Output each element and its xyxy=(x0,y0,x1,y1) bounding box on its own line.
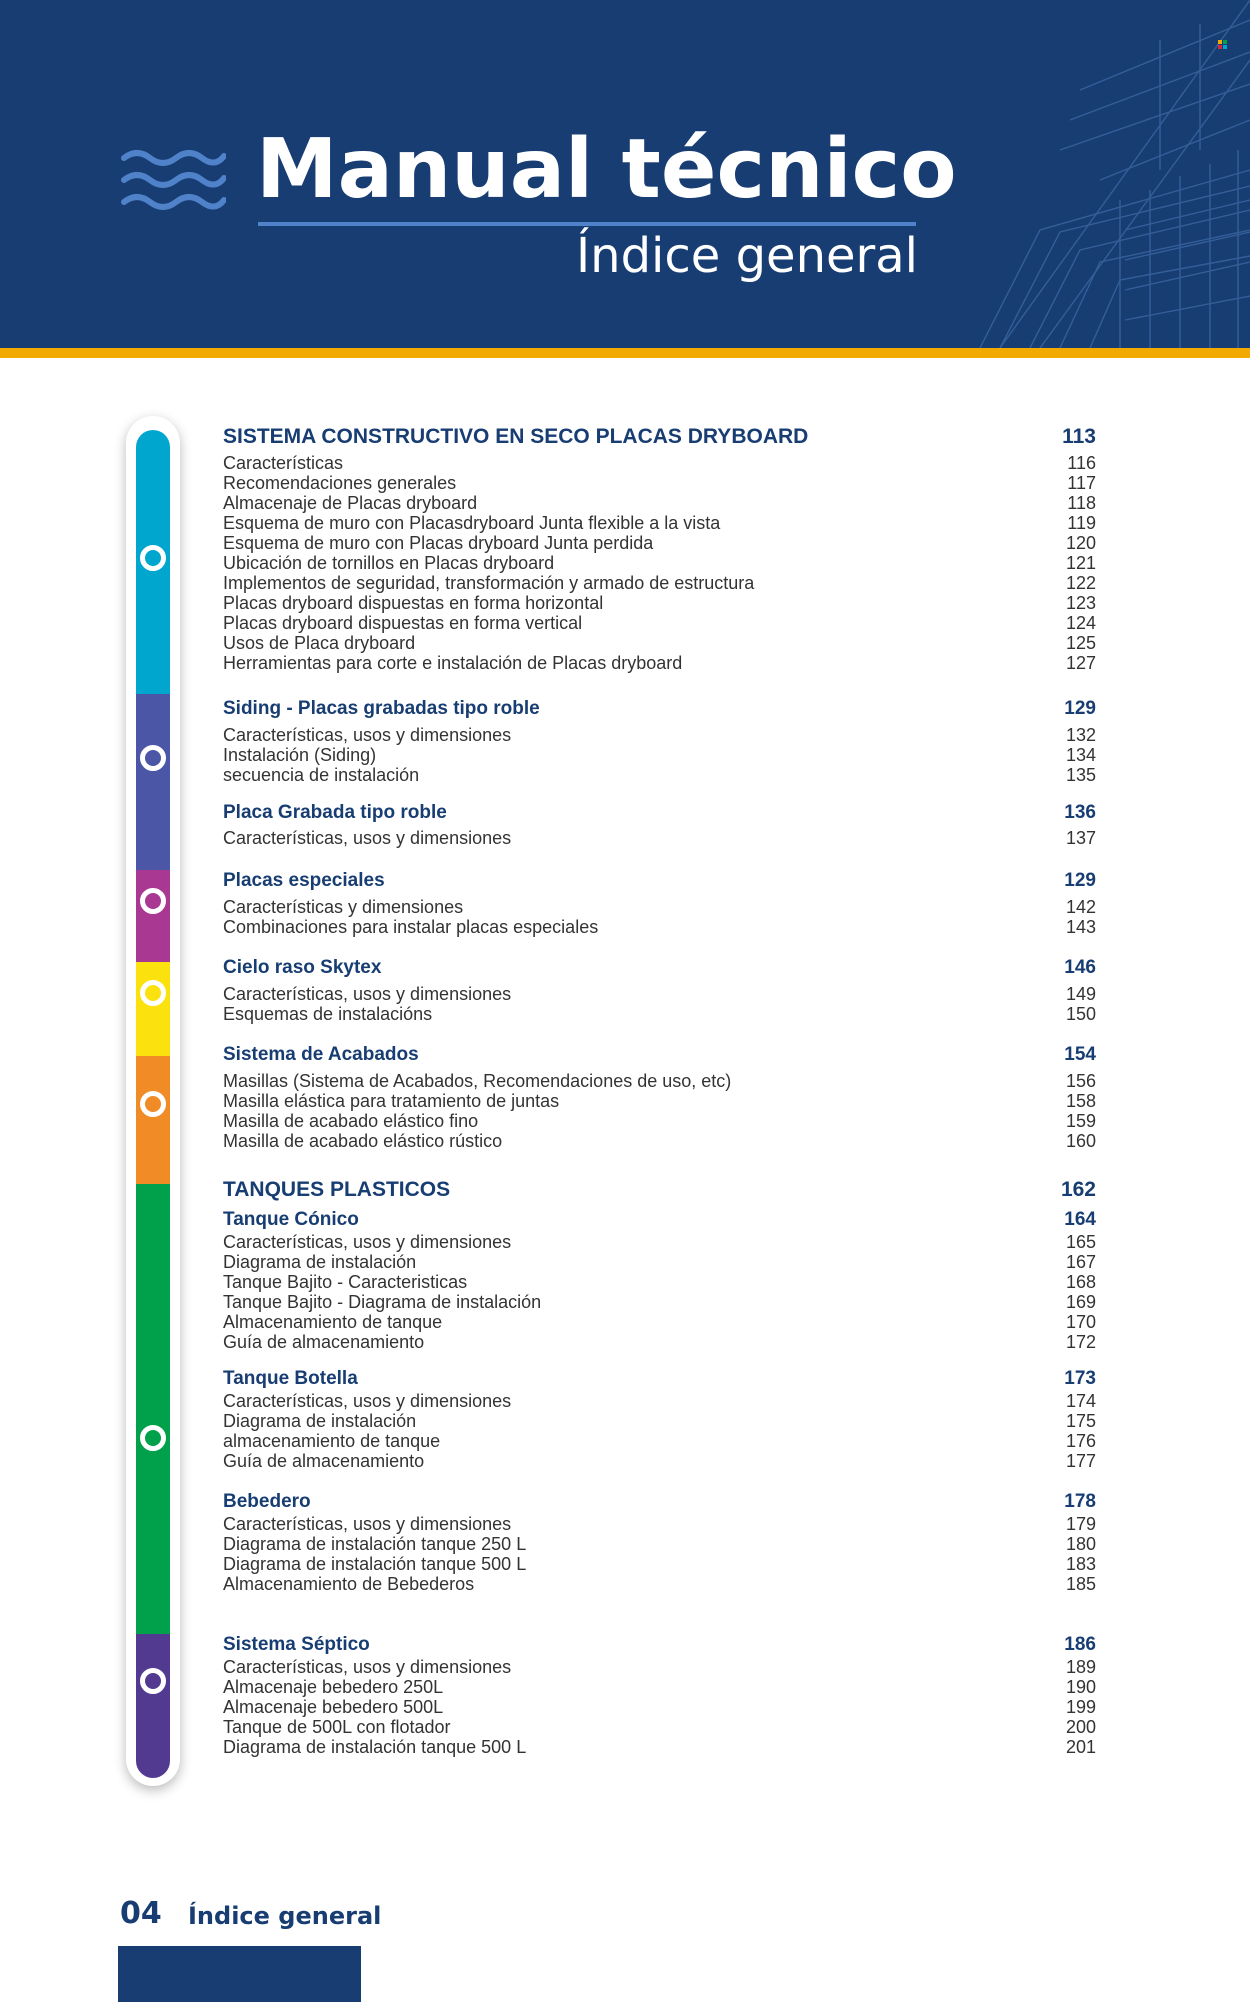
toc-entry-title: Tanque Cónico xyxy=(223,1209,359,1230)
toc-entry-title: Tanque Botella xyxy=(223,1368,358,1389)
toc-entry-page: 136 xyxy=(1064,802,1096,823)
toc-entry-page: 113 xyxy=(1062,425,1096,448)
toc-entry-title: Características xyxy=(223,453,344,473)
toc-entry-page: 175 xyxy=(1065,1411,1096,1431)
toc-section-heading[interactable] xyxy=(223,698,1096,720)
toc-entry-page: 150 xyxy=(1065,1004,1096,1024)
waves-logo-icon xyxy=(120,148,226,212)
toc-entry[interactable] xyxy=(223,1071,1096,1092)
toc-entry[interactable] xyxy=(223,553,1096,574)
footer-section-label: Índice general xyxy=(188,1902,382,1930)
toc-entry-page: 129 xyxy=(1064,870,1096,891)
toc-entry-title: Almacenaje bebedero 500L xyxy=(223,1697,444,1717)
footer-page-number: 04 xyxy=(120,1896,162,1931)
color-dots-icon xyxy=(1218,40,1228,50)
toc-entry[interactable] xyxy=(223,1292,1096,1313)
toc-entry[interactable] xyxy=(223,1657,1096,1678)
toc-entry[interactable] xyxy=(223,1091,1096,1112)
toc-entry-title: Siding - Placas grabadas tipo roble xyxy=(223,698,540,719)
toc-entry[interactable] xyxy=(223,653,1096,674)
section-marker-cielo-raso xyxy=(140,980,166,1006)
toc-entry-page: 169 xyxy=(1065,1292,1096,1312)
toc-entry-page: 201 xyxy=(1065,1737,1096,1757)
toc-entry-page: 122 xyxy=(1065,573,1096,593)
toc-entry-title: Masilla de acabado elástico fino xyxy=(223,1111,479,1131)
toc-entry-title: Características, usos y dimensiones xyxy=(223,1232,512,1252)
toc-entry-title: Características, usos y dimensiones xyxy=(223,1657,512,1677)
toc-entry-title: Diagrama de instalación tanque 500 L xyxy=(223,1554,527,1574)
toc-entry[interactable] xyxy=(223,1677,1096,1698)
toc-entry-page: 162 xyxy=(1060,1178,1096,1201)
toc-entry-page: 143 xyxy=(1065,917,1096,937)
page-title: Manual técnico xyxy=(256,122,957,217)
accent-stripe xyxy=(0,348,1250,358)
toc-entry-title: Placas dryboard dispuestas en forma vertical xyxy=(223,613,583,633)
toc-entry-title: Tanque Bajito - Diagrama de instalación xyxy=(223,1292,542,1312)
toc-entry[interactable] xyxy=(223,1697,1096,1718)
toc-entry[interactable] xyxy=(223,1111,1096,1132)
toc-entry-page: 180 xyxy=(1065,1534,1096,1554)
toc-entry[interactable] xyxy=(223,453,1096,474)
toc-entry-page: 176 xyxy=(1065,1431,1096,1451)
toc-entry[interactable] xyxy=(223,1737,1096,1758)
toc-entry-page: 120 xyxy=(1065,533,1096,553)
toc-section-heading[interactable] xyxy=(223,802,1096,824)
toc-entry-page: 116 xyxy=(1067,453,1096,473)
toc-entry-page: 190 xyxy=(1065,1677,1096,1697)
toc-entry[interactable] xyxy=(223,1131,1096,1152)
toc-entry-title: Placas especiales xyxy=(223,870,385,891)
toc-entry[interactable] xyxy=(223,1272,1096,1293)
toc-entry-title: Implementos de seguridad, transformación y armado de estructura xyxy=(223,573,755,593)
toc-section-heading[interactable] xyxy=(223,1634,1096,1656)
toc-section-heading[interactable] xyxy=(223,1491,1096,1513)
toc-entry-title: Características y dimensiones xyxy=(223,897,464,917)
toc-entry-title: Guía de almacenamiento xyxy=(223,1332,425,1352)
toc-entry-title: Ubicación de tornillos en Placas dryboard xyxy=(223,553,555,573)
toc-entry-page: 123 xyxy=(1065,593,1096,613)
toc-entry[interactable] xyxy=(223,1391,1096,1412)
toc-entry-page: 142 xyxy=(1065,897,1096,917)
toc-entry-page: 125 xyxy=(1065,633,1096,653)
toc-entry-title: Sistema de Acabados xyxy=(223,1044,419,1065)
toc-entry-title: Esquema de muro con Placas dryboard Junta perdida xyxy=(223,533,654,553)
toc-entry-page: 154 xyxy=(1064,1044,1096,1065)
toc-entry-title: Masilla de acabado elástico rústico xyxy=(223,1131,503,1151)
toc-section-heading[interactable] xyxy=(223,1368,1096,1390)
toc-entry[interactable] xyxy=(223,593,1096,614)
toc-entry-page: 160 xyxy=(1065,1131,1096,1151)
footer-block xyxy=(118,1946,361,2002)
toc-entry[interactable] xyxy=(223,1554,1096,1575)
toc-entry-title: Recomendaciones generales xyxy=(223,473,457,493)
toc-entry-page: 172 xyxy=(1065,1332,1096,1352)
section-marker-septico xyxy=(140,1668,166,1694)
toc-entry[interactable] xyxy=(223,1252,1096,1273)
toc-entry[interactable] xyxy=(223,897,1096,918)
toc-entry-title: Masillas (Sistema de Acabados, Recomendaciones de uso, etc) xyxy=(223,1071,732,1091)
toc-entry-page: 149 xyxy=(1065,984,1096,1004)
toc-section-heading[interactable] xyxy=(223,870,1096,892)
toc-entry-page: 146 xyxy=(1064,957,1096,978)
toc-entry[interactable] xyxy=(223,828,1096,849)
toc-entry[interactable] xyxy=(223,1451,1096,1472)
toc-entry[interactable] xyxy=(223,513,1096,534)
toc-entry-title: Características, usos y dimensiones xyxy=(223,1514,512,1534)
toc-entry-page: 119 xyxy=(1067,513,1096,533)
toc-entry-title: Placas dryboard dispuestas en forma horizontal xyxy=(223,593,604,613)
toc-entry-title: Almacenamiento de tanque xyxy=(223,1312,443,1332)
toc-entry[interactable] xyxy=(223,745,1096,766)
toc-entry[interactable] xyxy=(223,1431,1096,1452)
toc-entry-title: Sistema Séptico xyxy=(223,1634,370,1655)
segment-cielo-raso xyxy=(136,962,170,1056)
title-underline xyxy=(258,222,916,226)
toc-entry-page: 167 xyxy=(1065,1252,1096,1272)
segment-tanques xyxy=(136,1184,170,1634)
toc-entry-title: Características, usos y dimensiones xyxy=(223,984,512,1004)
toc-entry-title: TANQUES PLASTICOS xyxy=(223,1178,451,1201)
toc-entry-page: 164 xyxy=(1064,1209,1096,1230)
toc-entry[interactable] xyxy=(223,1411,1096,1432)
toc-entry-title: Tanque de 500L con flotador xyxy=(223,1717,451,1737)
toc-entry-page: 179 xyxy=(1065,1514,1096,1534)
toc-section-heading[interactable] xyxy=(223,425,1096,449)
section-marker-dryboard xyxy=(140,545,166,571)
toc-entry-title: Instalación (Siding) xyxy=(223,745,377,765)
toc-entry[interactable] xyxy=(223,1534,1096,1555)
section-marker-especiales xyxy=(140,888,166,914)
toc-section-heading[interactable] xyxy=(223,957,1096,979)
page-subtitle: Índice general xyxy=(576,228,918,284)
toc-entry-title: Características, usos y dimensiones xyxy=(223,1391,512,1411)
toc-entry-page: 186 xyxy=(1064,1634,1096,1655)
toc-entry-page: 178 xyxy=(1064,1491,1096,1512)
toc-entry-page: 121 xyxy=(1065,553,1096,573)
toc-entry-page: 165 xyxy=(1065,1232,1096,1252)
toc-entry-title: Bebedero xyxy=(223,1491,311,1512)
segment-placas-especiales xyxy=(136,870,170,962)
segment-siding xyxy=(136,694,170,870)
toc-entry-title: Placa Grabada tipo roble xyxy=(223,802,447,823)
toc-entry-page: 135 xyxy=(1065,765,1096,785)
toc-entry[interactable] xyxy=(223,725,1096,746)
toc-entry-page: 117 xyxy=(1067,473,1096,493)
toc-entry[interactable] xyxy=(223,1232,1096,1253)
segment-acabados xyxy=(136,1056,170,1184)
toc-entry-page: 177 xyxy=(1065,1451,1096,1471)
toc-entry-page: 159 xyxy=(1065,1111,1096,1131)
toc-entry-page: 137 xyxy=(1065,828,1096,848)
toc-entry-page: 168 xyxy=(1065,1272,1096,1292)
toc-entry-title: Cielo raso Skytex xyxy=(223,957,382,978)
toc-entry-page: 156 xyxy=(1065,1071,1096,1091)
toc-entry-title: almacenamiento de tanque xyxy=(223,1431,441,1451)
toc-entry-title: SISTEMA CONSTRUCTIVO EN SECO PLACAS DRYBOARD xyxy=(223,425,809,448)
toc-entry-title: Esquemas de instalacións xyxy=(223,1004,433,1024)
toc-entry-title: Características, usos y dimensiones xyxy=(223,828,512,848)
toc-entry[interactable] xyxy=(223,1312,1096,1333)
toc-entry-page: 189 xyxy=(1065,1657,1096,1677)
toc-entry-page: 129 xyxy=(1064,698,1096,719)
toc-entry-page: 199 xyxy=(1065,1697,1096,1717)
toc-entry[interactable] xyxy=(223,473,1096,494)
toc-entry-title: Tanque Bajito - Caracteristicas xyxy=(223,1272,468,1292)
toc-entry-page: 124 xyxy=(1065,613,1096,633)
toc-entry-page: 200 xyxy=(1065,1717,1096,1737)
toc-entry-title: Herramientas para corte e instalación de Placas dryboard xyxy=(223,653,683,673)
toc-entry-page: 170 xyxy=(1065,1312,1096,1332)
toc-entry-title: Usos de Placa dryboard xyxy=(223,633,416,653)
toc-entry-title: Características, usos y dimensiones xyxy=(223,725,512,745)
section-marker-tanques xyxy=(140,1425,166,1451)
toc-entry[interactable] xyxy=(223,633,1096,654)
toc-entry-title: Combinaciones para instalar placas especiales xyxy=(223,917,599,937)
toc-entry-page: 174 xyxy=(1065,1391,1096,1411)
toc-entry[interactable] xyxy=(223,765,1096,786)
toc-entry-title: Diagrama de instalación xyxy=(223,1411,417,1431)
toc-entry-title: secuencia de instalación xyxy=(223,765,420,785)
toc-entry-page: 185 xyxy=(1065,1574,1096,1594)
segment-septico xyxy=(136,1634,170,1778)
toc-entry-page: 132 xyxy=(1065,725,1096,745)
toc-entry-page: 118 xyxy=(1067,493,1096,513)
toc-entry[interactable] xyxy=(223,573,1096,594)
toc-section-heading[interactable] xyxy=(223,1209,1096,1231)
section-marker-siding xyxy=(140,745,166,771)
toc-entry[interactable] xyxy=(223,533,1096,554)
toc-entry[interactable] xyxy=(223,917,1096,938)
toc-entry-title: Diagrama de instalación tanque 500 L xyxy=(223,1737,527,1757)
toc-entry-page: 127 xyxy=(1065,653,1096,673)
toc-entry-title: Diagrama de instalación tanque 250 L xyxy=(223,1534,527,1554)
toc-entry-title: Almacenamiento de Bebederos xyxy=(223,1574,475,1594)
toc-entry-page: 183 xyxy=(1065,1554,1096,1574)
toc-entry[interactable] xyxy=(223,984,1096,1005)
toc-entry[interactable] xyxy=(223,493,1096,514)
toc-entry[interactable] xyxy=(223,1004,1096,1025)
toc-entry[interactable] xyxy=(223,1332,1096,1353)
toc-entry[interactable] xyxy=(223,1717,1096,1738)
header-banner xyxy=(0,0,1250,348)
toc-entry[interactable] xyxy=(223,613,1096,634)
toc-section-heading[interactable] xyxy=(223,1178,1096,1202)
toc-entry-title: Almacenaje de Placas dryboard xyxy=(223,493,478,513)
toc-entry-title: Esquema de muro con Placasdryboard Junta flexible a la vista xyxy=(223,513,721,533)
toc-entry-title: Masilla elástica para tratamiento de juntas xyxy=(223,1091,560,1111)
toc-entry[interactable] xyxy=(223,1574,1096,1595)
toc-entry-page: 134 xyxy=(1065,745,1096,765)
section-marker-acabados xyxy=(140,1091,166,1117)
toc-entry-title: Diagrama de instalación xyxy=(223,1252,417,1272)
toc-section-heading[interactable] xyxy=(223,1044,1096,1066)
toc-entry-page: 173 xyxy=(1064,1368,1096,1389)
toc-entry-title: Almacenaje bebedero 250L xyxy=(223,1677,444,1697)
toc-entry-page: 158 xyxy=(1065,1091,1096,1111)
toc-entry[interactable] xyxy=(223,1514,1096,1535)
toc-entry-title: Guía de almacenamiento xyxy=(223,1451,425,1471)
